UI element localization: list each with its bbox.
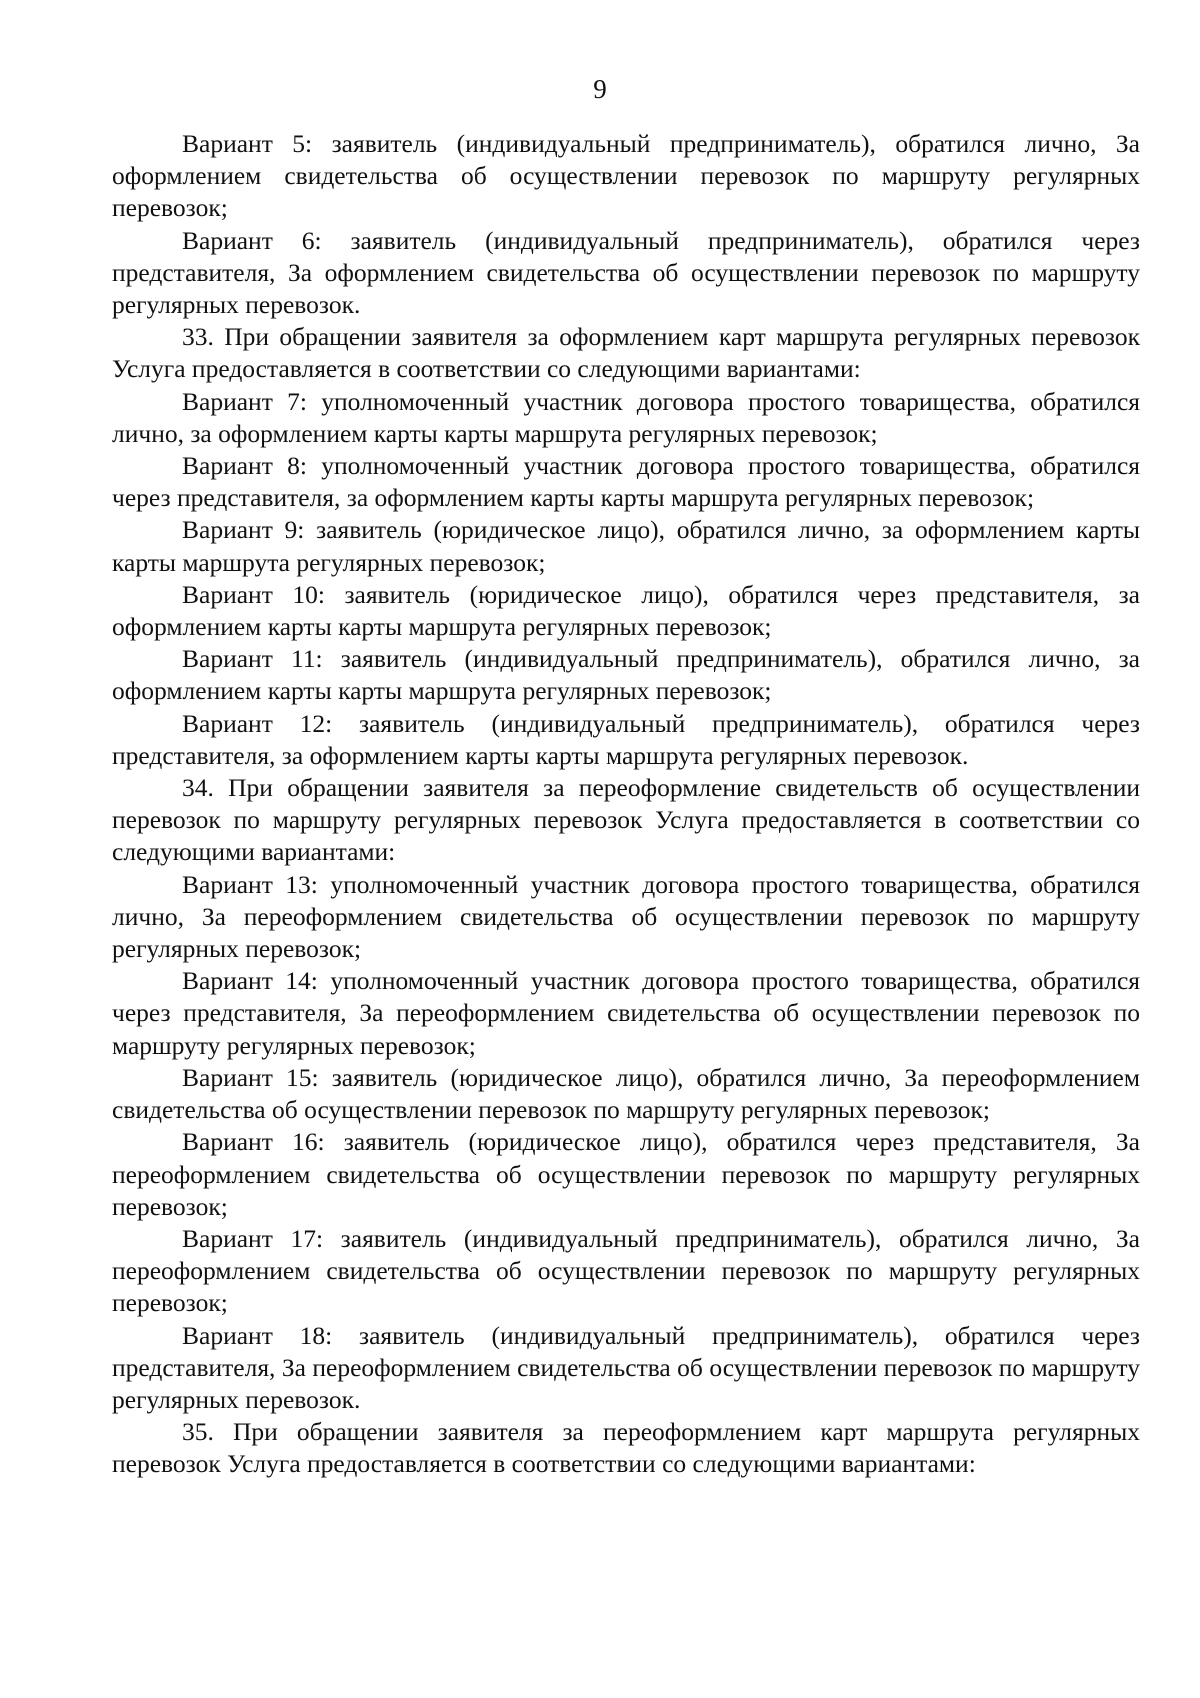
paragraph-variant-11: Вариант 11: заявитель (индивидуальный предприниматель), обратился лично, за оформлением карты карты маршрута регулярных перевозок; (112, 644, 1140, 706)
paragraph-item-34: 34. При обращении заявителя за переоформление свидетельств об осуществлении перевозок по маршруту регулярных перевозок Услуга предоставляется в соответствии со следующими вариантами: (112, 773, 1140, 867)
paragraph-item-33: 33. При обращении заявителя за оформлением карт маршрута регулярных перевозок Услуга предоставляется в соответствии со следующими вариантами: (112, 322, 1140, 384)
paragraph-variant-5: Вариант 5: заявитель (индивидуальный предприниматель), обратился лично, За оформлением свидетельства об осуществлении перевозок по маршруту регулярных перевозок; (112, 129, 1140, 223)
paragraph-variant-16: Вариант 16: заявитель (юридическое лицо), обратился через представителя, За переоформлением свидетельства об осуществлении перевозок по маршруту регулярных перевозок; (112, 1127, 1140, 1221)
page-number: 9 (593, 74, 607, 104)
document-body (112, 128, 1140, 1481)
paragraph-variant-8: Вариант 8: уполномоченный участник договора простого товарищества, обратился через представителя, за оформлением карты карты маршрута регулярных перевозок; (112, 451, 1140, 513)
paragraph-variant-14: Вариант 14: уполномоченный участник договора простого товарищества, обратился через представителя, За переоформлением свидетельства об осуществлении перевозок по маршруту регулярных перевозок; (112, 966, 1140, 1060)
paragraph-variant-18: Вариант 18: заявитель (индивидуальный предприниматель), обратился через представителя, За переоформлением свидетельства об осуществлении перевозок по маршруту регулярных перевозок. (112, 1320, 1140, 1414)
paragraph-variant-12: Вариант 12: заявитель (индивидуальный предприниматель), обратился через представителя, за оформлением карты карты маршрута регулярных перевозок. (112, 708, 1140, 770)
paragraph-variant-10: Вариант 10: заявитель (юридическое лицо), обратился через представителя, за оформлением карты карты маршрута регулярных перевозок; (112, 579, 1140, 642)
paragraph-variant-13: Вариант 13: уполномоченный участник договора простого товарищества, обратился лично, За переоформлением свидетельства об осуществлении перевозок по маршруту регулярных перевозок; (112, 869, 1140, 964)
paragraph-variant-7: Вариант 7: уполномоченный участник договора простого товарищества, обратился лично, за оформлением карты карты маршрута регулярных перевозок; (112, 386, 1140, 448)
paragraph-variant-15: Вариант 15: заявитель (юридическое лицо), обратился лично, За переоформлением свидетельства об осуществлении перевозок по маршруту регулярных перевозок; (112, 1062, 1140, 1125)
paragraph-variant-9: Вариант 9: заявитель (юридическое лицо), обратился лично, за оформлением карты карты маршрута регулярных перевозок; (112, 515, 1140, 577)
paragraph-variant-17: Вариант 17: заявитель (индивидуальный предприниматель), обратился лично, За переоформлением свидетельства об осуществлении перевозок по маршруту регулярных перевозок; (112, 1223, 1140, 1318)
paragraph-item-35: 35. При обращении заявителя за переоформлением карт маршрута регулярных перевозок Услуга предоставляется в соответствии со следующими вариантами: (112, 1417, 1140, 1479)
paragraph-variant-6: Вариант 6: заявитель (индивидуальный предприниматель), обратился через представителя, За оформлением свидетельства об осуществлении перевозок по маршруту регулярных перевозок. (112, 225, 1140, 320)
